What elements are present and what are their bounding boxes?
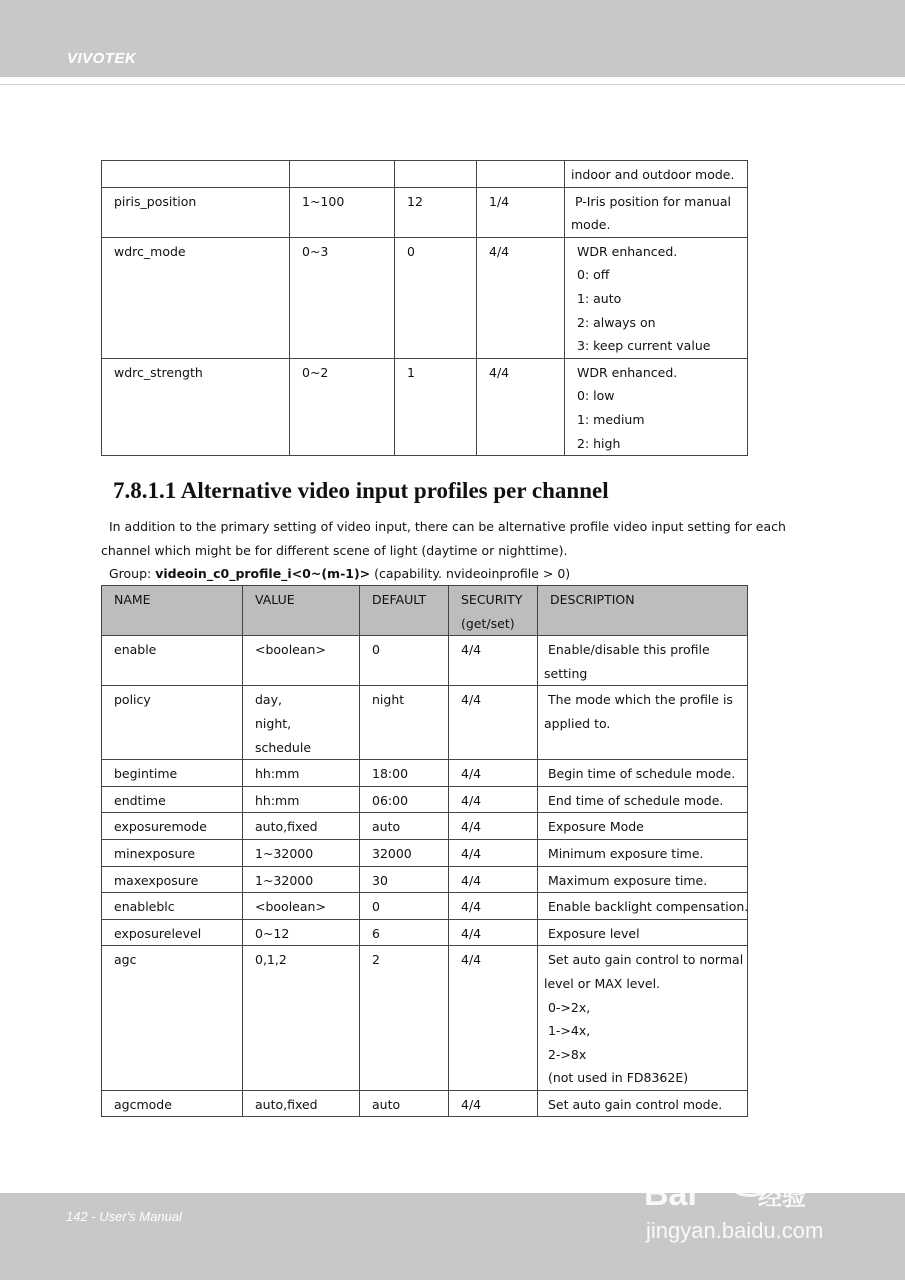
- param-value-text: 0,1,2: [255, 952, 287, 968]
- table-row: [102, 161, 748, 188]
- param-name-text: enable: [114, 642, 157, 658]
- param-description-text: P-Iris position for manual: [571, 193, 731, 209]
- param-name-cell: [102, 686, 243, 760]
- param-name-text: begintime: [114, 766, 178, 782]
- table-row: [102, 760, 748, 787]
- param-description-text: Enable backlight compensation.: [544, 899, 749, 915]
- section-title: 7.8.1.1 Alternative video input profiles per channel: [113, 478, 609, 503]
- param-value-cell: [290, 237, 395, 358]
- param-name-text: wdrc_strength: [114, 364, 203, 380]
- param-description-text: Enable/disable this profile: [544, 642, 710, 658]
- param-security-text: 4/4: [461, 692, 482, 708]
- svg-text:Bai: Bai: [644, 1175, 697, 1213]
- param-value-text: <boolean>: [255, 642, 326, 658]
- header-description: DESCRIPTION: [550, 592, 635, 607]
- param-name-cell: [102, 839, 243, 866]
- param-description-text: (not used in FD8362E): [544, 1070, 689, 1086]
- param-value-cell: [243, 760, 360, 787]
- intro-text-1: In addition to the primary setting of video input, there can be alternative profile video input setting for each: [108, 519, 786, 534]
- param-name-cell: [102, 358, 290, 455]
- param-default-cell: [360, 893, 449, 920]
- param-default-text: auto: [372, 819, 401, 835]
- param-description-text: Exposure level: [544, 925, 640, 941]
- param-default-text: 06:00: [372, 792, 409, 808]
- param-value-text: auto,fixed: [255, 819, 318, 835]
- param-security-text: 4/4: [461, 952, 482, 968]
- param-default-cell: [395, 187, 477, 237]
- table-row: [102, 636, 748, 686]
- parameter-table-continued: [101, 160, 748, 456]
- param-description-text: 2->8x: [544, 1046, 587, 1062]
- table-row: [102, 358, 748, 455]
- param-default-text: 30: [372, 872, 388, 888]
- table-row: [102, 866, 748, 893]
- param-description-text: Begin time of schedule mode.: [544, 766, 736, 782]
- param-description-cell: [538, 866, 748, 893]
- param-value-cell: [243, 893, 360, 920]
- table-row: [102, 1090, 748, 1117]
- param-name-cell: [102, 636, 243, 686]
- param-security-cell: [449, 866, 538, 893]
- group-suffix: (capability. nvideoinprofile > 0): [370, 566, 571, 581]
- param-description-cell: [538, 636, 748, 686]
- param-description-text: The mode which the profile is: [544, 692, 733, 708]
- table-row: [102, 786, 748, 813]
- param-description-cell: [538, 893, 748, 920]
- param-security-text: 4/4: [461, 819, 482, 835]
- param-name-cell: [102, 946, 243, 1091]
- param-value-text: 0~2: [302, 364, 329, 380]
- param-description-text: Set auto gain control to normal: [544, 952, 744, 968]
- param-description-text: Maximum exposure time.: [544, 872, 708, 888]
- group-prefix: Group:: [108, 566, 156, 581]
- param-name-text: enableblc: [114, 899, 175, 915]
- param-security-cell: [449, 946, 538, 1091]
- param-security-cell: [449, 760, 538, 787]
- param-security-cell: [477, 187, 565, 237]
- param-security-cell: [477, 161, 565, 188]
- param-security-text: 4/4: [461, 872, 482, 888]
- param-description-cell: [538, 813, 748, 840]
- group-name: videoin_c0_profile_i<0~(m-1)>: [155, 566, 371, 581]
- table-row: [102, 919, 748, 946]
- param-name-text: agcmode: [114, 1096, 172, 1112]
- page-number-label: 142 - User's Manual: [66, 1209, 182, 1224]
- header-value: VALUE: [255, 592, 295, 607]
- param-security-text: 4/4: [461, 792, 482, 808]
- param-name-text: policy: [114, 692, 151, 708]
- param-name-cell: [102, 760, 243, 787]
- param-security-cell: [449, 893, 538, 920]
- param-security-text: 4/4: [489, 364, 510, 380]
- param-default-cell: [360, 786, 449, 813]
- param-description-text: mode.: [571, 217, 611, 233]
- param-description-cell: [565, 358, 748, 455]
- param-default-cell: [360, 839, 449, 866]
- param-value-cell: [290, 187, 395, 237]
- param-description-cell: [538, 786, 748, 813]
- param-security-cell: [449, 1090, 538, 1117]
- table-row: [102, 187, 748, 237]
- param-default-text: 6: [372, 925, 380, 941]
- param-description-text: level or MAX level.: [544, 975, 661, 991]
- param-value-cell: [243, 813, 360, 840]
- param-default-text: auto: [372, 1096, 401, 1112]
- param-default-cell: [395, 237, 477, 358]
- param-description-text: 2: high: [577, 435, 621, 451]
- param-value-text: hh:mm: [255, 792, 300, 808]
- param-value-text: 1~100: [302, 193, 345, 209]
- param-description-text: 1: medium: [577, 411, 645, 427]
- param-security-text: 4/4: [461, 766, 482, 782]
- param-security-cell: [449, 636, 538, 686]
- param-security-text: 4/4: [461, 845, 482, 861]
- param-name-text: exposuremode: [114, 819, 207, 835]
- param-name-text: minexposure: [114, 845, 196, 861]
- param-default-text: 0: [372, 642, 380, 658]
- param-default-text: 0: [407, 243, 415, 259]
- param-description-cell: [538, 760, 748, 787]
- param-security-cell: [477, 237, 565, 358]
- param-security-cell: [449, 813, 538, 840]
- param-name-cell: [102, 919, 243, 946]
- param-default-text: 2: [372, 952, 380, 968]
- profile-parameter-table: [101, 585, 748, 1117]
- param-name-text: piris_position: [114, 193, 197, 209]
- param-description-cell: [538, 946, 748, 1091]
- param-value-text: 1~32000: [255, 872, 314, 888]
- param-name-cell: [102, 786, 243, 813]
- param-name-cell: [102, 893, 243, 920]
- param-default-cell: [360, 636, 449, 686]
- param-name-text: exposurelevel: [114, 925, 202, 941]
- param-value-text: day,: [255, 692, 282, 708]
- param-value-text: 0~12: [255, 925, 290, 941]
- param-description-text: End time of schedule mode.: [544, 792, 724, 808]
- param-security-text: 4/4: [461, 1096, 482, 1112]
- param-description-text: 0: off: [577, 267, 610, 283]
- param-name-cell: [102, 866, 243, 893]
- param-value-cell: [290, 161, 395, 188]
- table-row: [102, 813, 748, 840]
- param-description-cell: [565, 161, 748, 188]
- param-value-text: schedule: [255, 739, 312, 755]
- param-value-cell: [243, 866, 360, 893]
- header-divider: [0, 84, 905, 85]
- param-value-text: <boolean>: [255, 899, 326, 915]
- param-default-text: 12: [407, 193, 423, 209]
- param-description-text: Minimum exposure time.: [544, 845, 704, 861]
- param-default-cell: [360, 1090, 449, 1117]
- param-description-cell: [538, 1090, 748, 1117]
- svg-text:jingyan.baidu.com: jingyan.baidu.com: [646, 1218, 824, 1243]
- param-description-text: 2: always on: [577, 314, 656, 330]
- param-value-cell: [243, 1090, 360, 1117]
- intro-paragraph-line-2: channel which might be for different scene of light (daytime or nighttime).: [101, 543, 568, 558]
- param-description-text: 0->2x,: [544, 999, 591, 1015]
- param-value-cell: [243, 636, 360, 686]
- param-default-cell: [360, 866, 449, 893]
- table-row: [102, 839, 748, 866]
- intro-paragraph-line-1: [101, 515, 786, 539]
- param-default-text: 1: [407, 364, 415, 380]
- param-name-cell: [102, 1090, 243, 1117]
- param-description-text: 1: auto: [577, 290, 622, 306]
- param-security-cell: [449, 686, 538, 760]
- param-value-text: hh:mm: [255, 766, 300, 782]
- param-default-cell: [360, 760, 449, 787]
- param-security-cell: [449, 786, 538, 813]
- param-default-cell: [360, 813, 449, 840]
- param-default-text: night: [372, 692, 405, 708]
- table-row: [102, 946, 748, 1091]
- header-security-sub: (get/set): [461, 615, 515, 631]
- header-security: SECURITY: [461, 592, 523, 607]
- param-default-text: 0: [372, 899, 380, 915]
- param-description-text: WDR enhanced.: [577, 243, 678, 259]
- param-security-cell: [477, 358, 565, 455]
- param-security-text: 4/4: [461, 925, 482, 941]
- param-name-cell: [102, 187, 290, 237]
- param-description-text: 1->4x,: [544, 1023, 591, 1039]
- param-description-text: Set auto gain control mode.: [544, 1096, 723, 1112]
- param-value-cell: [243, 786, 360, 813]
- param-value-text: night,: [255, 715, 292, 731]
- param-security-cell: [449, 839, 538, 866]
- table-row: [102, 686, 748, 760]
- param-value-cell: [243, 946, 360, 1091]
- svg-text:经验: 经验: [758, 1184, 806, 1211]
- header-name: NAME: [114, 592, 151, 607]
- param-value-cell: [243, 919, 360, 946]
- param-description-text: indoor and outdoor mode.: [571, 167, 735, 182]
- param-security-text: 1/4: [489, 193, 510, 209]
- param-name-cell: [102, 237, 290, 358]
- param-description-text: 0: low: [577, 388, 615, 404]
- param-name-text: agc: [114, 952, 137, 968]
- param-name-text: maxexposure: [114, 872, 199, 888]
- param-security-text: 4/4: [489, 243, 510, 259]
- param-description-cell: [565, 237, 748, 358]
- table-row: [102, 893, 748, 920]
- param-value-text: auto,fixed: [255, 1096, 318, 1112]
- table-row: [102, 237, 748, 358]
- param-name-text: wdrc_mode: [114, 243, 186, 259]
- param-default-cell: [360, 686, 449, 760]
- param-default-cell: [395, 161, 477, 188]
- param-description-cell: [538, 839, 748, 866]
- header-default: DEFAULT: [372, 592, 427, 607]
- param-security-text: 4/4: [461, 642, 482, 658]
- param-default-cell: [360, 946, 449, 1091]
- param-description-text: Exposure Mode: [544, 819, 644, 835]
- param-description-text: setting: [544, 665, 588, 681]
- param-description-cell: [565, 187, 748, 237]
- param-name-cell: [102, 161, 290, 188]
- param-description-text: applied to.: [544, 715, 611, 731]
- param-default-text: 18:00: [372, 766, 409, 782]
- param-default-cell: [395, 358, 477, 455]
- brand-logo: VIVOTEK: [67, 50, 137, 67]
- param-value-text: 0~3: [302, 243, 329, 259]
- param-security-text: 4/4: [461, 899, 482, 915]
- param-default-text: 32000: [372, 845, 412, 861]
- param-description-cell: [538, 686, 748, 760]
- param-name-cell: [102, 813, 243, 840]
- param-name-text: endtime: [114, 792, 166, 808]
- param-description-text: WDR enhanced.: [577, 364, 678, 380]
- param-description-text: 3: keep current value: [577, 338, 711, 354]
- param-value-cell: [290, 358, 395, 455]
- param-value-cell: [243, 839, 360, 866]
- param-value-cell: [243, 686, 360, 760]
- param-description-cell: [538, 919, 748, 946]
- table-header-row: [102, 586, 748, 636]
- group-line: [101, 562, 761, 586]
- param-value-text: 1~32000: [255, 845, 314, 861]
- param-security-cell: [449, 919, 538, 946]
- page-footer-band: [0, 1193, 905, 1280]
- param-default-cell: [360, 919, 449, 946]
